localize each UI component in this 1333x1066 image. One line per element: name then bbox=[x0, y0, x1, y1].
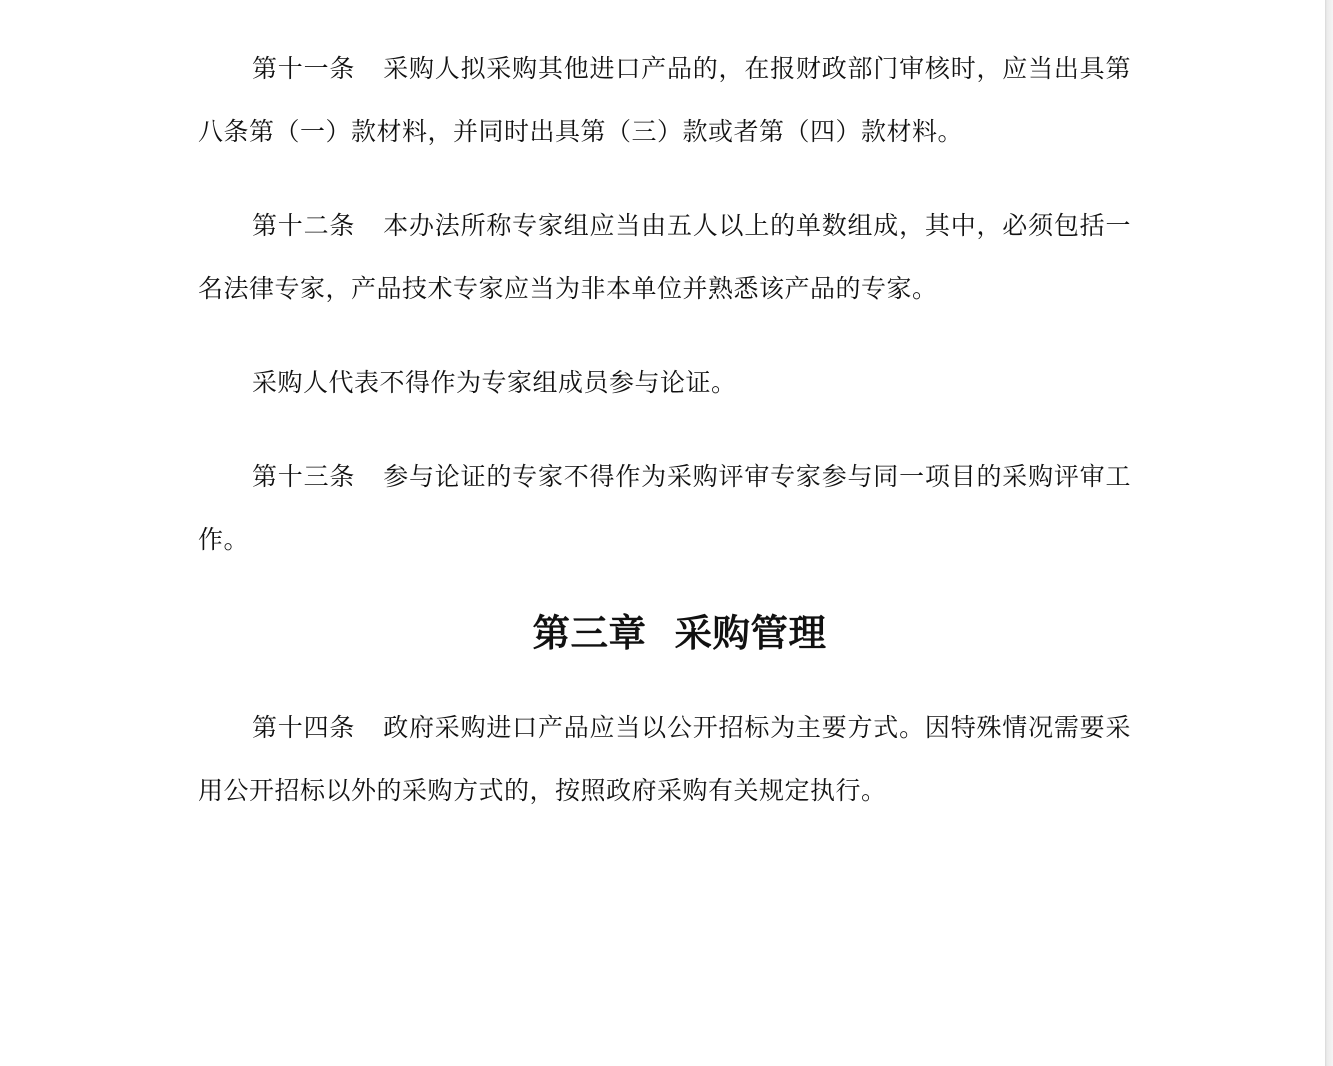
article-12 bbox=[198, 194, 1131, 320]
article-11-number: 第十一条 bbox=[252, 54, 356, 83]
article-14-number: 第十四条 bbox=[252, 713, 356, 742]
page-edge-scroll-area[interactable] bbox=[1325, 0, 1333, 1066]
paragraph-spacer bbox=[198, 163, 1131, 194]
article-14 bbox=[198, 696, 1131, 822]
article-14-text: 政府采购进口产品应当以公开招标为主要方式。因特殊情况需要采用公开招标以外的采购方式的，按照政府采购有关规定执行。 bbox=[198, 713, 1131, 805]
article-11 bbox=[198, 37, 1131, 163]
paragraph-spacer bbox=[198, 665, 1131, 696]
paragraph-spacer bbox=[198, 414, 1131, 445]
paragraph-spacer bbox=[198, 320, 1131, 351]
article-12-number: 第十二条 bbox=[252, 211, 356, 240]
article-13 bbox=[198, 445, 1131, 571]
chapter-title: 采购管理 bbox=[674, 611, 827, 655]
article-11-text: 采购人拟采购其他进口产品的，在报财政部门审核时，应当出具第八条第（一）款材料，并同时出具第（三）款或者第（四）款材料。 bbox=[198, 54, 1131, 146]
article-13-text: 参与论证的专家不得作为采购评审专家参与同一项目的采购评审工作。 bbox=[198, 462, 1131, 554]
chapter-heading bbox=[198, 602, 1131, 665]
article-12-note: 采购人代表不得作为专家组成员参与论证。 bbox=[252, 368, 737, 397]
chapter-number: 第三章 bbox=[532, 611, 647, 655]
article-13-number: 第十三条 bbox=[252, 462, 356, 491]
paragraph-spacer bbox=[198, 571, 1131, 602]
document-body bbox=[198, 37, 1131, 822]
article-12-text: 本办法所称专家组应当由五人以上的单数组成，其中，必须包括一名法律专家，产品技术专家应当为非本单位并熟悉该产品的专家。 bbox=[198, 211, 1131, 303]
